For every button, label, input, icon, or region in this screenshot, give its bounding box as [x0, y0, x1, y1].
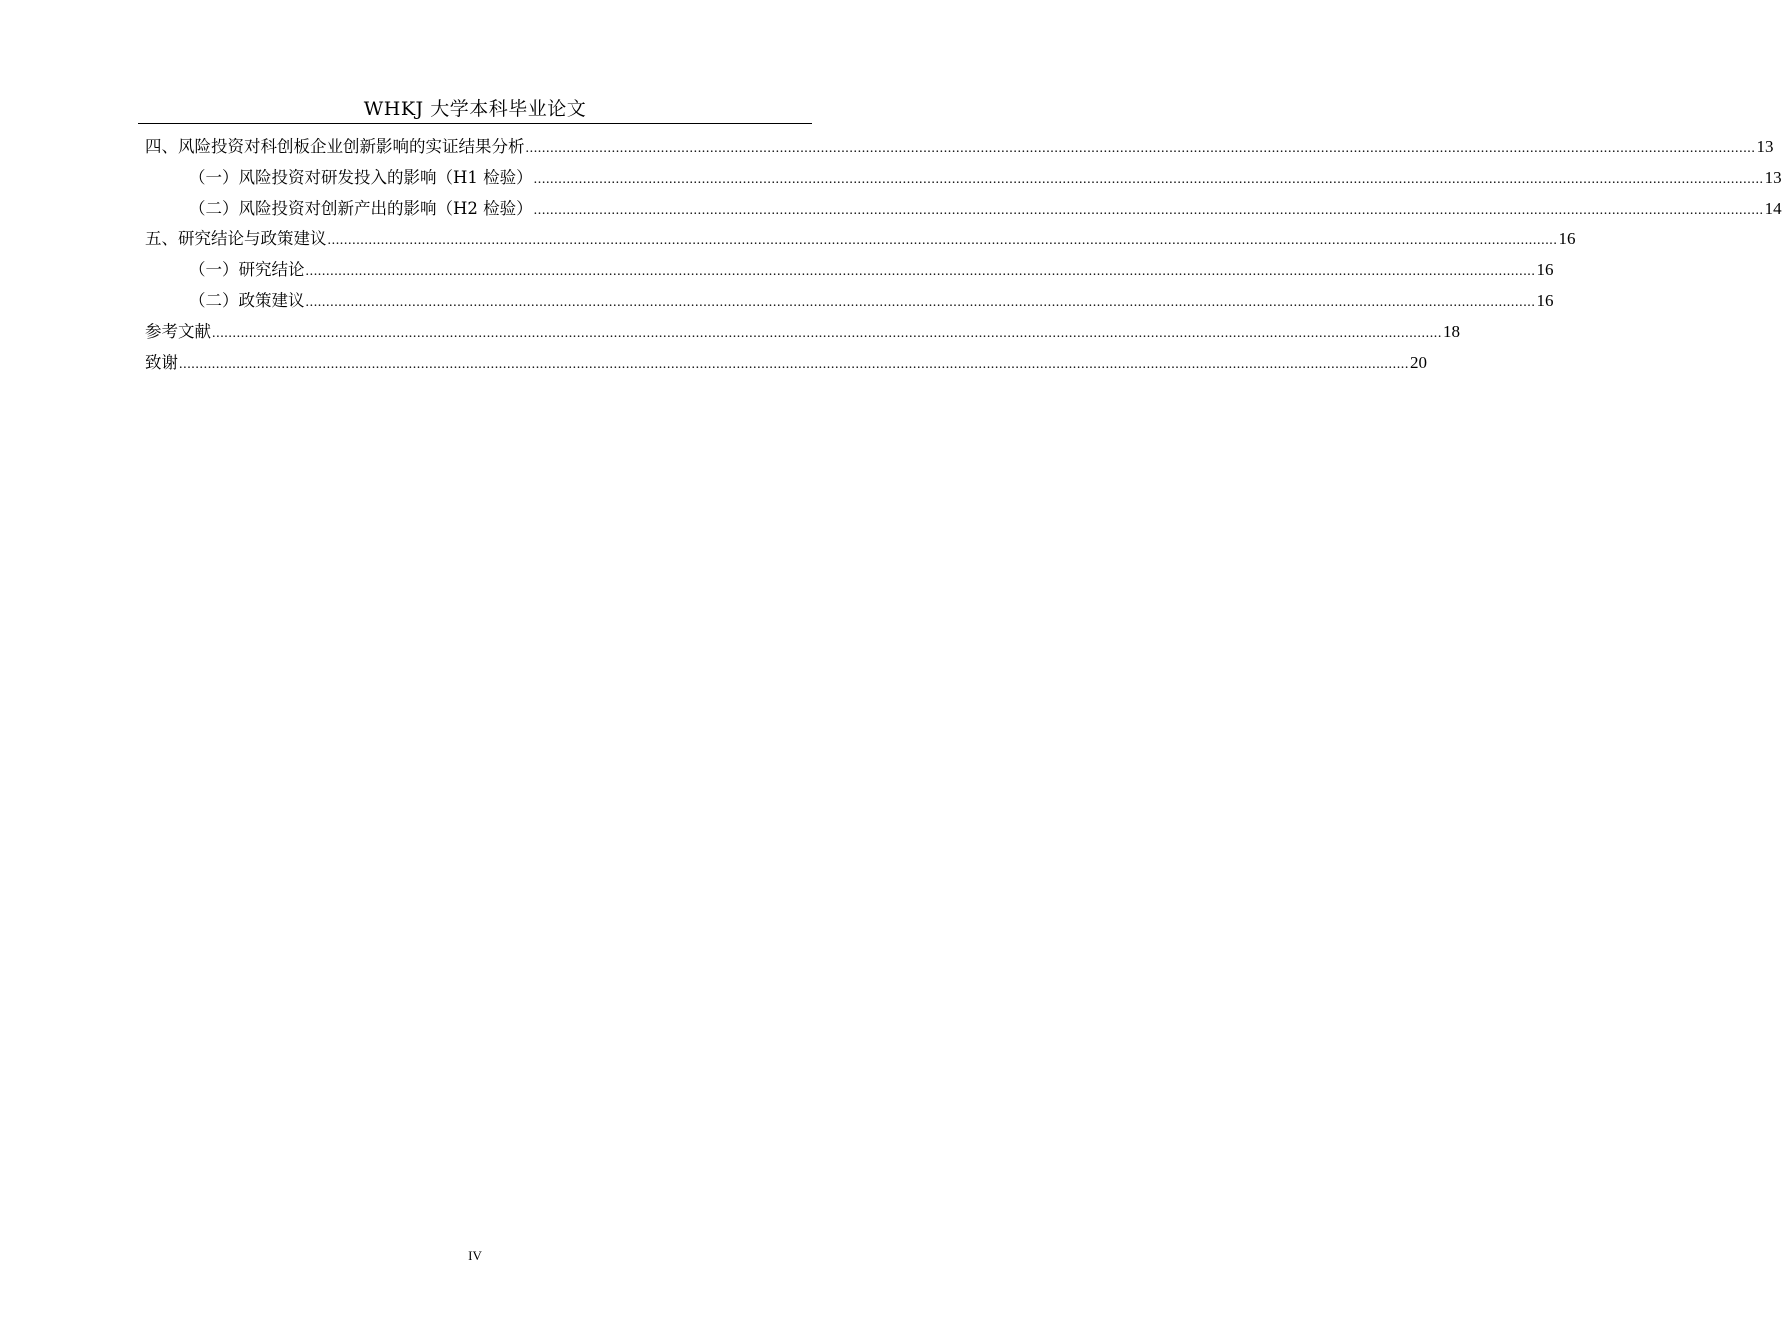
toc-entry[interactable]: [145, 348, 1427, 379]
toc-entry-page: 18: [1443, 321, 1460, 341]
toc-dot-leader: ............................................................................................................................................................................................................................................................................................................: [305, 264, 1536, 280]
toc-dot-leader: ............................................................................................................................................................................................................................................................................................................: [179, 356, 1409, 372]
toc-entry[interactable]: [145, 255, 1554, 286]
toc-entry-page: 13: [1764, 167, 1782, 187]
toc-entry-page: 16: [1536, 290, 1554, 310]
toc-entry[interactable]: [145, 317, 1460, 348]
header-rule: [138, 123, 812, 124]
toc-entry[interactable]: [145, 224, 1576, 255]
toc-entry-title: （二）风险投资对创新产出的影响（H2 检验）: [189, 198, 533, 218]
toc-entry-page: 14: [1764, 198, 1782, 218]
toc-entry-page: 16: [1558, 229, 1576, 249]
toc-entry-title: 参考文献: [145, 321, 211, 341]
toc-entry-title: （二）政策建议: [189, 290, 305, 310]
toc-dot-leader: ............................................................................................................................................................................................................................................................................................................: [212, 325, 1442, 341]
toc-entry-page: 20: [1410, 352, 1427, 372]
toc-entry[interactable]: [145, 286, 1554, 317]
toc-entry-page: 13: [1756, 137, 1774, 156]
page-header-title: WHKJ 大学本科毕业论文: [363, 98, 587, 120]
toc-entry[interactable]: [145, 132, 1774, 163]
toc-dot-leader: ............................................................................................................................................................................................................................................................................................................: [327, 233, 1558, 249]
toc-entry-title: 五、研究结论与政策建议: [145, 229, 327, 249]
toc-entry-title: 致谢: [145, 352, 178, 372]
toc-dot-leader: ............................................................................................................................................................................................................................................................................................................: [533, 171, 1764, 187]
toc-entry-title: （一）风险投资对研发投入的影响（H1 检验）: [189, 167, 533, 187]
toc-entry-title: （一）研究结论: [189, 260, 305, 280]
toc-entry-title: 四、风险投资对科创板企业创新影响的实证结果分析: [145, 137, 525, 156]
toc-dot-leader: ............................................................................................................................................................................................................................................................................................................: [305, 294, 1536, 310]
toc-entry[interactable]: [145, 194, 1782, 225]
toc-entry[interactable]: [145, 163, 1782, 194]
toc-dot-leader: ............................................................................................................................................................................................................................................................................................................: [533, 202, 1764, 218]
page-number: IV: [468, 1248, 482, 1263]
toc-dot-leader: ............................................................................................................................................................................................................................................................................................................: [525, 141, 1756, 156]
toc-entry-page: 16: [1536, 260, 1554, 280]
table-of-contents: [145, 132, 1782, 378]
